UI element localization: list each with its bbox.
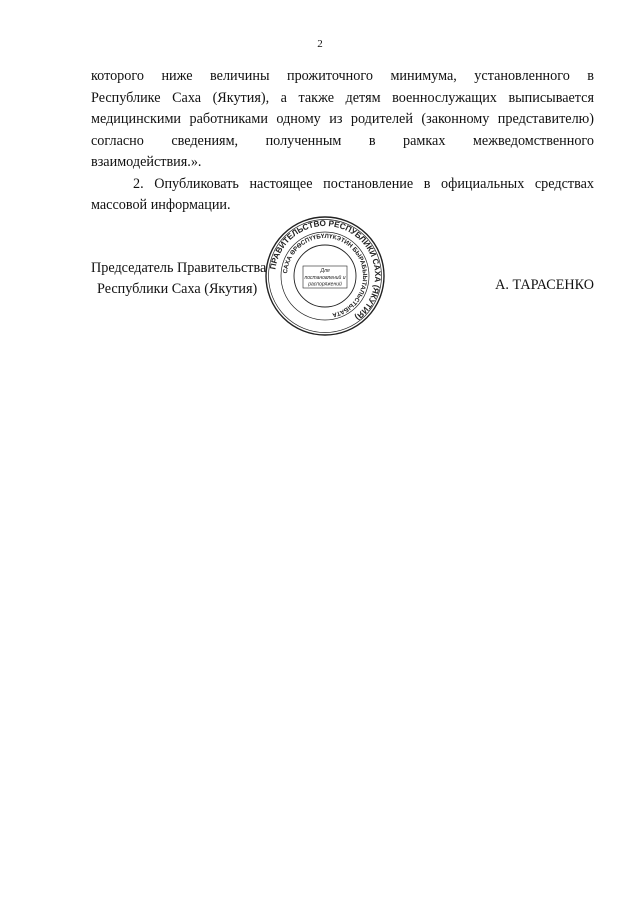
seal-center-text: Для bbox=[320, 268, 330, 274]
paragraph-line: взаимодействия.». bbox=[91, 154, 202, 170]
signatory-title-line: Республики Саха (Якутия) bbox=[97, 281, 258, 297]
seal-center-text: постановлений и bbox=[304, 275, 346, 281]
page-number: 2 bbox=[317, 38, 323, 50]
seal-outer-text: ПРАВИТЕЛЬСТВО РЕСПУБЛИКИ САХА (ЯКУТИЯ) bbox=[268, 218, 383, 322]
document-body bbox=[91, 66, 594, 217]
official-seal-stamp bbox=[263, 214, 387, 338]
paragraph-line: Республике Саха (Якутия), а также детям военнослужащих выписывается bbox=[91, 89, 594, 106]
paragraph-line: массовой информации. bbox=[91, 197, 231, 213]
signatory-title bbox=[91, 258, 266, 300]
paragraph-line: медицинскими работниками одному из родителей (законному представителю) bbox=[91, 111, 594, 127]
paragraph-line: согласно сведениям, полученным в рамках межведомственного bbox=[91, 132, 594, 149]
signatory-name: А. ТАРАСЕНКО bbox=[495, 277, 594, 293]
seal-inner-text: САХА ӨРӨСПҮҮБҮЛҮКЭТИН БЫРАБЫЫТАЛЬСТЫБАТА bbox=[282, 232, 369, 319]
paragraph-line: 2. Опубликовать настоящее постановление в официальных средствах bbox=[133, 175, 594, 192]
seal-center-text: распоряжений bbox=[308, 281, 342, 288]
signatory-title-line: Председатель Правительства bbox=[91, 260, 267, 276]
paragraph-line: которого ниже величины прожиточного минимума, установленного в bbox=[91, 68, 594, 84]
